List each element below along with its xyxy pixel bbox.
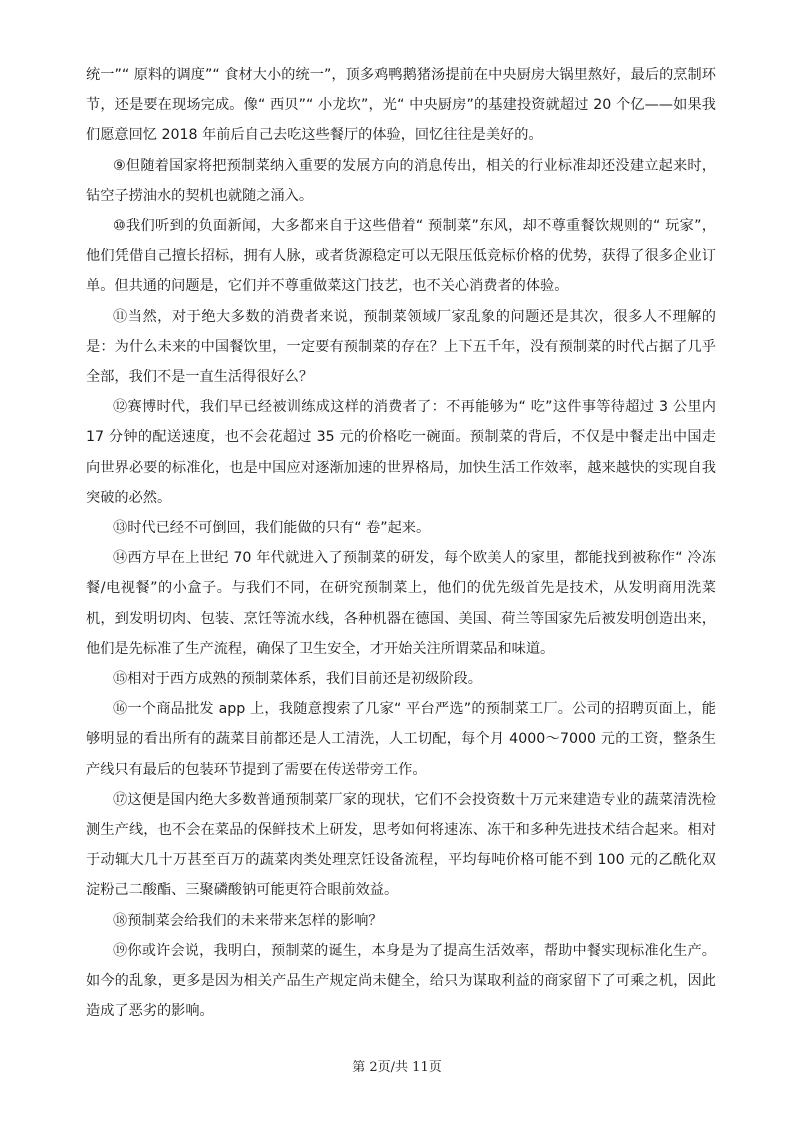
paragraph-13: ⑬时代已经不可倒回，我们能做的只有“ 卷”起来。 bbox=[113, 520, 431, 537]
article-body bbox=[86, 60, 716, 1027]
paragraph-11: ⑪当然，对于绝大多数的消费者来说，预制菜领域厂家乱象的问题还是其次，很多人不理解的是：为什么未来的中国餐饮里，一定要有预制菜的存在？上下五千年，没有预制菜的时代占据了几乎全部，我们不是一直生活得很好么？ bbox=[86, 308, 716, 386]
paragraph-16: ⑯一个商品批发 app 上，我随意搜索了几家“ 平台严选”的预制菜工厂。公司的招聘页面上，能够明显的看出所有的蔬菜目前都还是人工清洗，人工切配，每个月 4000～7000 元的工资，整条生产线只有最后的包装环节提到了需要在传送带旁工作。 bbox=[86, 701, 716, 778]
paragraph-19: ⑲你或许会说，我明白，预制菜的诞生，本身是为了提高生活效率，帮助中餐实现标准化生产。如今的乱象，更多是因为相关产品生产规定尚未健全，给只为谋取利益的商家留下了可乘之机，因此造成了恶劣的影响。 bbox=[86, 942, 716, 1020]
paragraph-continued: 统一”“ 原料的调度”“ 食材大小的统一”，顶多鸡鸭鹅猪汤提前在中央厨房大锅里熬好，最后的烹制环节，还是要在现场完成。像“ 西贝”“ 小龙坎”，光“ 中央厨房”的基建投资就超过 20 个亿——如果我们愿意回忆 2018 年前后自己去吃这些餐厅的体验，回忆往往是美好的。 bbox=[86, 67, 716, 144]
page-number-footer: 第 2页/共 11页 bbox=[352, 1060, 442, 1075]
paragraph-15: ⑮相对于西方成熟的预制菜体系，我们目前还是初级阶段。 bbox=[113, 671, 482, 688]
paragraph-12: ⑫赛博时代，我们早已经被训练成这样的消费者了：不再能够为“ 吃”这件事等待超过 3 公里内 17 分钟的配送速度，也不会花超过 35 元的价格吃一碗面。预制菜的背后，不仅是中餐走出中国走向世界必要的标准化，也是中国应对逐渐加速的世界格局，加快生活工作效率，越来越快的实现自我突破的必然。 bbox=[86, 399, 716, 506]
paragraph-9: ⑨但随着国家将把预制菜纳入重要的发展方向的消息传出，相关的行业标准却还没建立起来时，钻空子捞油水的契机也就随之涌入。 bbox=[86, 157, 716, 204]
paragraph-17: ⑰这便是国内绝大多数普通预制菜厂家的现状，它们不会投资数十万元来建造专业的蔬菜清洗检测生产线，也不会在菜品的保鲜技术上研发，思考如何将速冻、冻干和多种先进技术结合起来。相对于动辄大几十万甚至百万的蔬菜肉类处理烹饪设备流程，平均每吨价格可能不到 100 元的乙酰化双淀粉己二酸酯、三聚磷酸钠可能更符合眼前效益。 bbox=[86, 791, 716, 899]
paragraph-14: ⑭西方早在上世纪 70 年代就进入了预制菜的研发，每个欧美人的家里，都能找到被称作“ 冷冻餐/电视餐”的小盒子。与我们不同，在研究预制菜上，他们的优先级首先是技术，从发明商用洗菜机，到发明切肉、包装、烹饪等流水线，各种机器在德国、美国、荷兰等国家先后被发明创造出来，他们是先标准了生产流程，确保了卫生安全，才开始关注所谓菜品和味道。 bbox=[86, 550, 716, 657]
paragraph-18: ⑱预制菜会给我们的未来带来怎样的影响？ bbox=[113, 912, 383, 929]
paragraph-10: ⑩我们听到的负面新闻，大多都来自于这些借着“ 预制菜”东风，却不尊重餐饮规则的“ 玩家”，他们凭借自己擅长招标，拥有人脉，或者货源稳定可以无限压低竞标价格的优势，获得了很多企业订单。但共通的问题是，它们并不尊重做菜这门技艺，也不关心消费者的体验。 bbox=[86, 218, 716, 295]
